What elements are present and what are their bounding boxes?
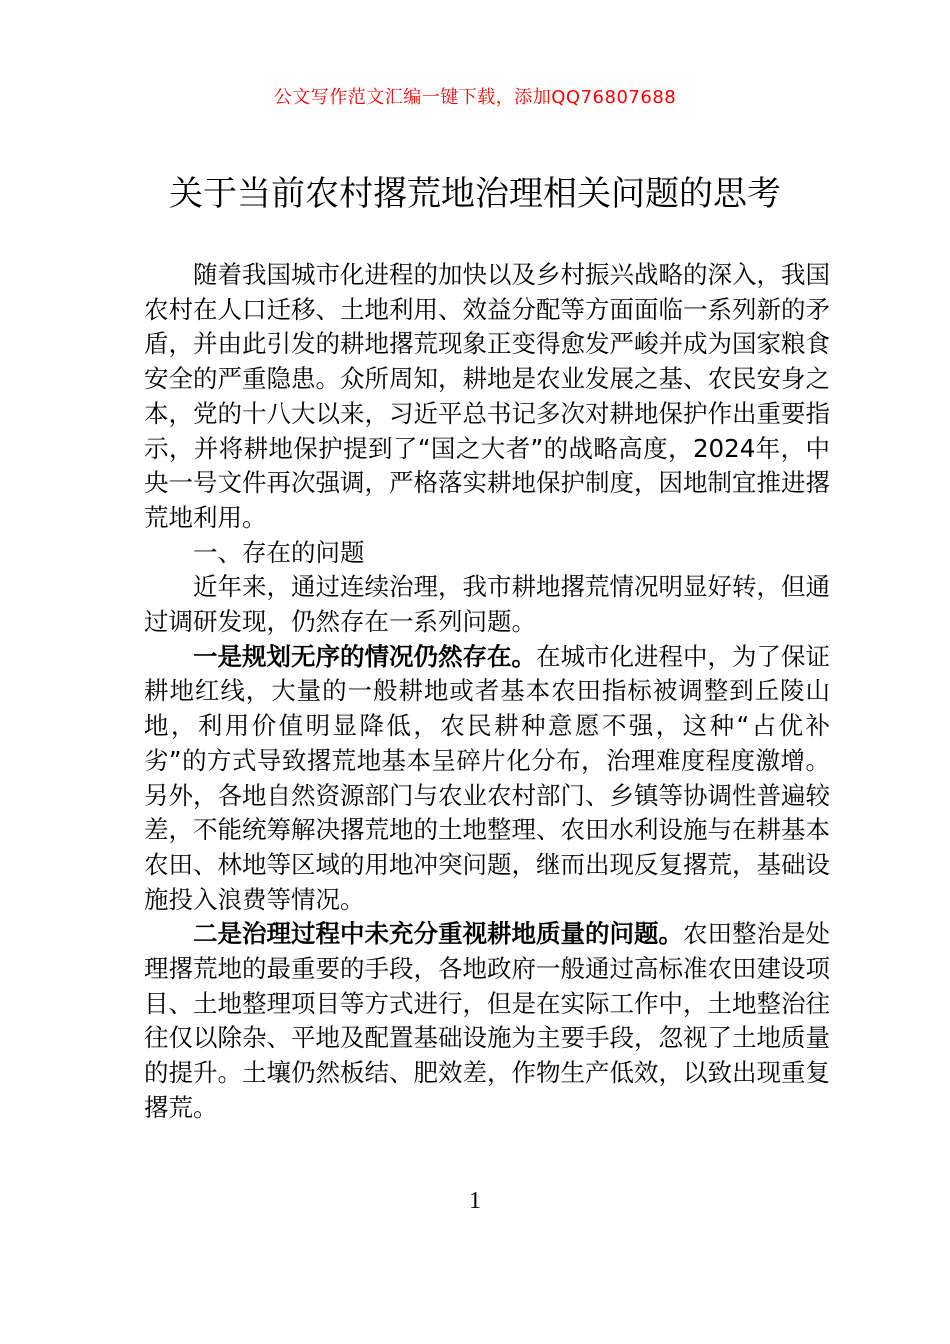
document-body [144,258,830,1126]
paragraph-point1 [144,640,830,918]
section-heading-problems: 一、存在的问题 [193,537,365,567]
point1-text: 在城市化进程中，为了保证耕地红线，大量的一般耕地或者基本农田指标被调整到丘陵山地，利用价值明显降低，农民耕种意愿不强，这种“占优补劣”的方式导致撂荒地基本呈碎片化分布，治理难度程度激增。另外，各地自然资源部门与农业农村部门、乡镇等协调性普遍较差，不能统筹解决撂荒地的土地整理、农田水利设施与在耕基本农田、林地等区域的用地冲突问题，继而出现反复撂荒，基础设施投入浪费等情况。 [144,641,830,914]
point2-text: 农田整治是处理撂荒地的最重要的手段，各地政府一般通过高标准农田建设项目、土地整理项目等方式进行，但是在实际工作中，土地整治往往仅以除杂、平地及配置基础设施为主要手段，忽视了土地质量的提升。土壤仍然板结、肥效差，作物生产低效，以致出现重复撂荒。 [144,919,830,1122]
paragraph-intro: 随着我国城市化进程的加快以及乡村振兴战略的深入，我国农村在人口迁移、土地利用、效益分配等方面面临一系列新的矛盾，并由此引发的耕地撂荒现象正变得愈发严峻并成为国家粮食安全的严重隐患。众所周知，耕地是农业发展之基、农民安身之本，党的十八大以来，习近平总书记多次对耕地保护作出重要指示，并将耕地保护提到了“国之大者”的战略高度，2024年，中央一号文件再次强调，严格落实耕地保护制度，因地制宜推进撂荒地利用。 [144,260,830,532]
point1-lead: 一是规划无序的情况仍然存在。 [193,641,536,671]
document-title: 关于当前农村撂荒地治理相关问题的思考 [169,174,781,214]
paragraph-point2 [144,917,830,1125]
page-number: 1 [469,1188,481,1214]
point2-lead: 二是治理过程中未充分重视耕地质量的问题。 [193,919,683,949]
header-note: 公文写作范文汇编一键下载，添加QQ76807688 [273,87,677,108]
paragraph-section1-intro: 近年来，通过连续治理，我市耕地撂荒情况明显好转，但通过调研发现，仍然存在一系列问题。 [144,572,830,637]
